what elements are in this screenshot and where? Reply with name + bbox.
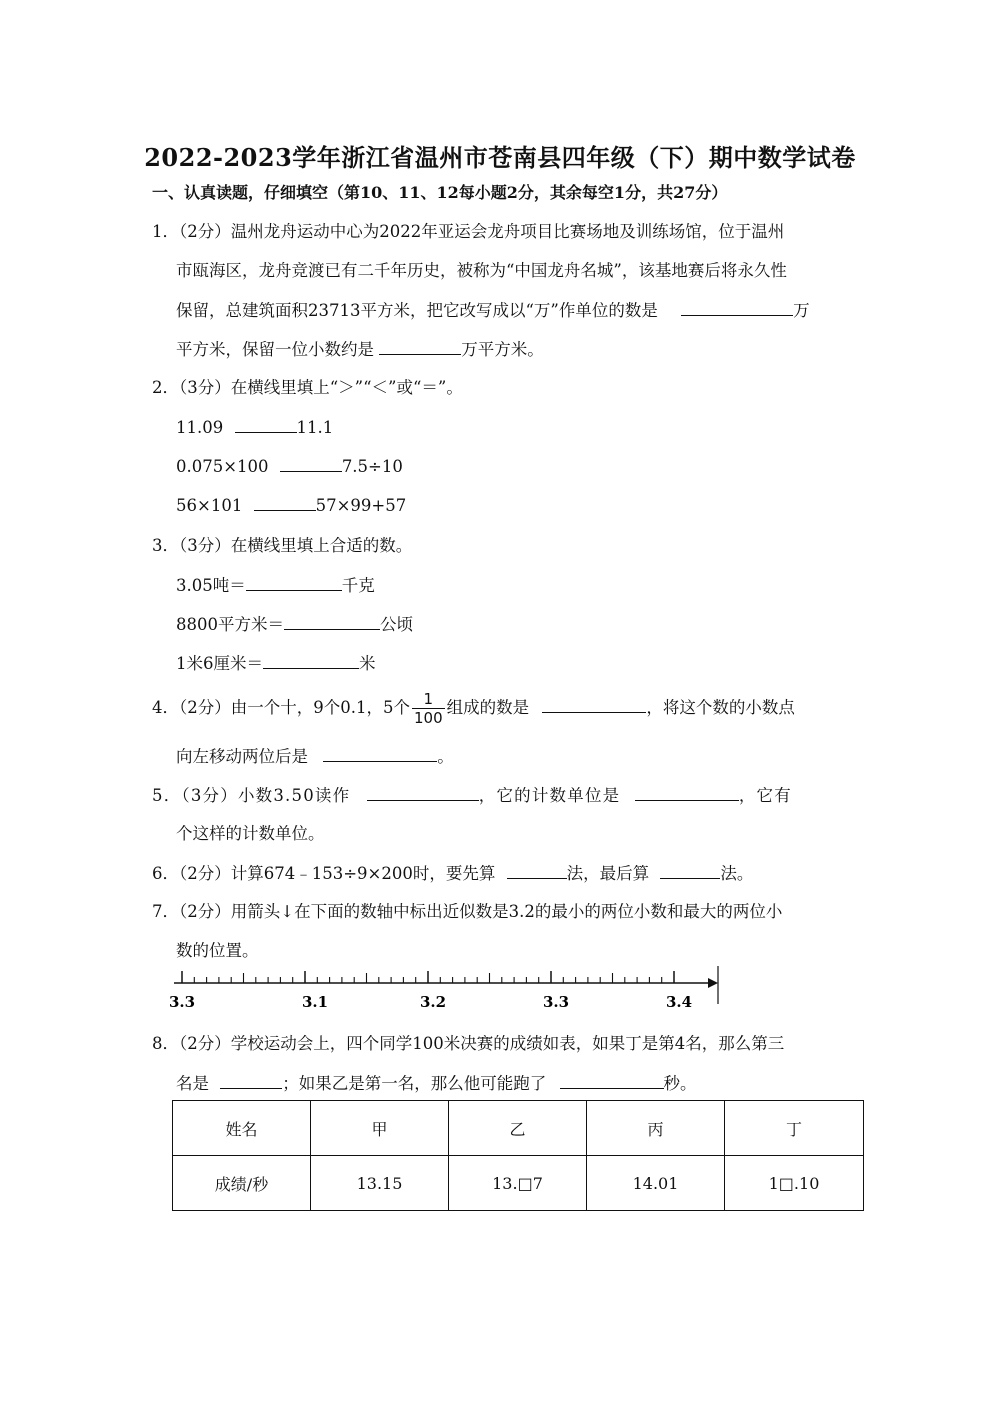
section-heading: 一、认真读题，仔细填空（第10、11、12每小题2分，其余每空1分，共27分） (152, 183, 728, 202)
q5-line-2: 个这样的计数单位。 (176, 824, 325, 843)
axis-label: 3.2 (419, 993, 447, 1011)
table-cell: 丁 (725, 1101, 864, 1156)
fraction-one-hundredth: $\frac{1}{100}$ (413, 690, 443, 727)
q2-answer-blank-1[interactable] (235, 416, 297, 433)
q2-row-3: 56×101 57×99+57 (176, 496, 407, 515)
q4-answer-blank-1[interactable] (542, 696, 646, 713)
q8-answer-blank-1[interactable] (220, 1072, 282, 1089)
q1-line-1: 1．（2分）温州龙舟运动中心为2022年亚运会龙舟项目比赛场地及训练场馆，位于温州 (152, 222, 785, 241)
q4-line-1: 4．（2分）由一个十，9个0.1，5个 $\frac{1}{100}$ 组成的数是 ，将这个数的小数点 (152, 690, 795, 727)
q7-line-2: 数的位置。 (176, 941, 259, 960)
q6-answer-blank-2[interactable] (660, 862, 720, 879)
q6-line: 6．（2分）计算674﹣153÷9×200时，要先算 法，最后算 法。 (152, 864, 754, 883)
number-line-arrow-icon (708, 978, 718, 988)
q5-line-1: 5．（3分）小数3.50读作 ，它的计数单位是 ，它有 (152, 786, 792, 805)
q2-answer-blank-3[interactable] (254, 494, 316, 511)
table-header-cell: 成绩/秒 (173, 1156, 311, 1211)
axis-label: 3.4 (665, 993, 693, 1011)
q2-answer-blank-2[interactable] (280, 455, 342, 472)
table-cell: 丙 (587, 1101, 725, 1156)
q4-answer-blank-2[interactable] (323, 745, 437, 762)
q3-stem: 3．（3分）在横线里填上合适的数。 (152, 536, 413, 555)
table-header-cell: 姓名 (173, 1101, 311, 1156)
q3-answer-blank-3[interactable] (263, 652, 359, 669)
table-cell: 13.□7 (449, 1156, 587, 1211)
number-line[interactable] (168, 962, 732, 1014)
q2-row-2: 0.075×100 7.5÷10 (176, 457, 403, 476)
q2-row-1: 11.09 11.1 (176, 418, 334, 437)
q1-answer-blank-2[interactable] (379, 338, 461, 355)
table-cell: 13.15 (311, 1156, 449, 1211)
q8-line-1: 8．（2分）学校运动会上，四个同学100米决赛的成绩如表，如果丁是第4名，那么第三 (152, 1034, 785, 1053)
table-cell: 14.01 (587, 1156, 725, 1211)
q3-answer-blank-2[interactable] (284, 613, 380, 630)
q3-answer-blank-1[interactable] (246, 574, 342, 591)
q1-line-3: 保留，总建筑面积23713平方米，把它改写成以“万”作单位的数是 万 (176, 301, 810, 320)
q7-line-1: 7．（2分）用箭头↓在下面的数轴中标出近似数是3.2的最小的两位小数和最大的两位小 (152, 902, 783, 921)
table-cell: 乙 (449, 1101, 587, 1156)
q8-line-2: 名是 ；如果乙是第一名，那么他可能跑了 秒。 (176, 1074, 697, 1093)
axis-label: 3.1 (301, 993, 329, 1011)
q3-row-2: 8800平方米＝ 公顷 (176, 615, 413, 634)
table-row (173, 1156, 864, 1211)
results-table (172, 1100, 864, 1211)
q1-line-2: 市瓯海区，龙舟竞渡已有二千年历史，被称为“中国龙舟名城”，该基地赛后将永久性 (176, 261, 787, 280)
q2-stem: 2．（3分）在横线里填上“＞”“＜”或“＝”。 (152, 378, 463, 397)
q4-line-2: 向左移动两位后是 。 (176, 747, 454, 766)
q1-line-4: 平方米，保留一位小数约是 万平方米。 (176, 340, 544, 359)
q3-row-1: 3.05吨＝ 千克 (176, 576, 375, 595)
number-line-ticks (182, 971, 674, 983)
q5-answer-blank-1[interactable] (367, 784, 479, 801)
table-row (173, 1101, 864, 1156)
q8-answer-blank-2[interactable] (560, 1072, 664, 1089)
q5-answer-blank-2[interactable] (635, 784, 739, 801)
number-line-labels (169, 993, 692, 1011)
q1-answer-blank-1[interactable] (681, 299, 793, 316)
table-cell: 甲 (311, 1101, 449, 1156)
q3-row-3: 1米6厘米＝ 米 (176, 654, 376, 673)
axis-label: 3.3 (168, 993, 196, 1011)
axis-label: 3.3 (542, 993, 570, 1011)
page-title: 2022-2023学年浙江省温州市苍南县四年级（下）期中数学试卷 (144, 143, 856, 172)
q1-number: 1． (152, 222, 179, 241)
q6-answer-blank-1[interactable] (507, 862, 567, 879)
table-cell: 1□.10 (725, 1156, 864, 1211)
